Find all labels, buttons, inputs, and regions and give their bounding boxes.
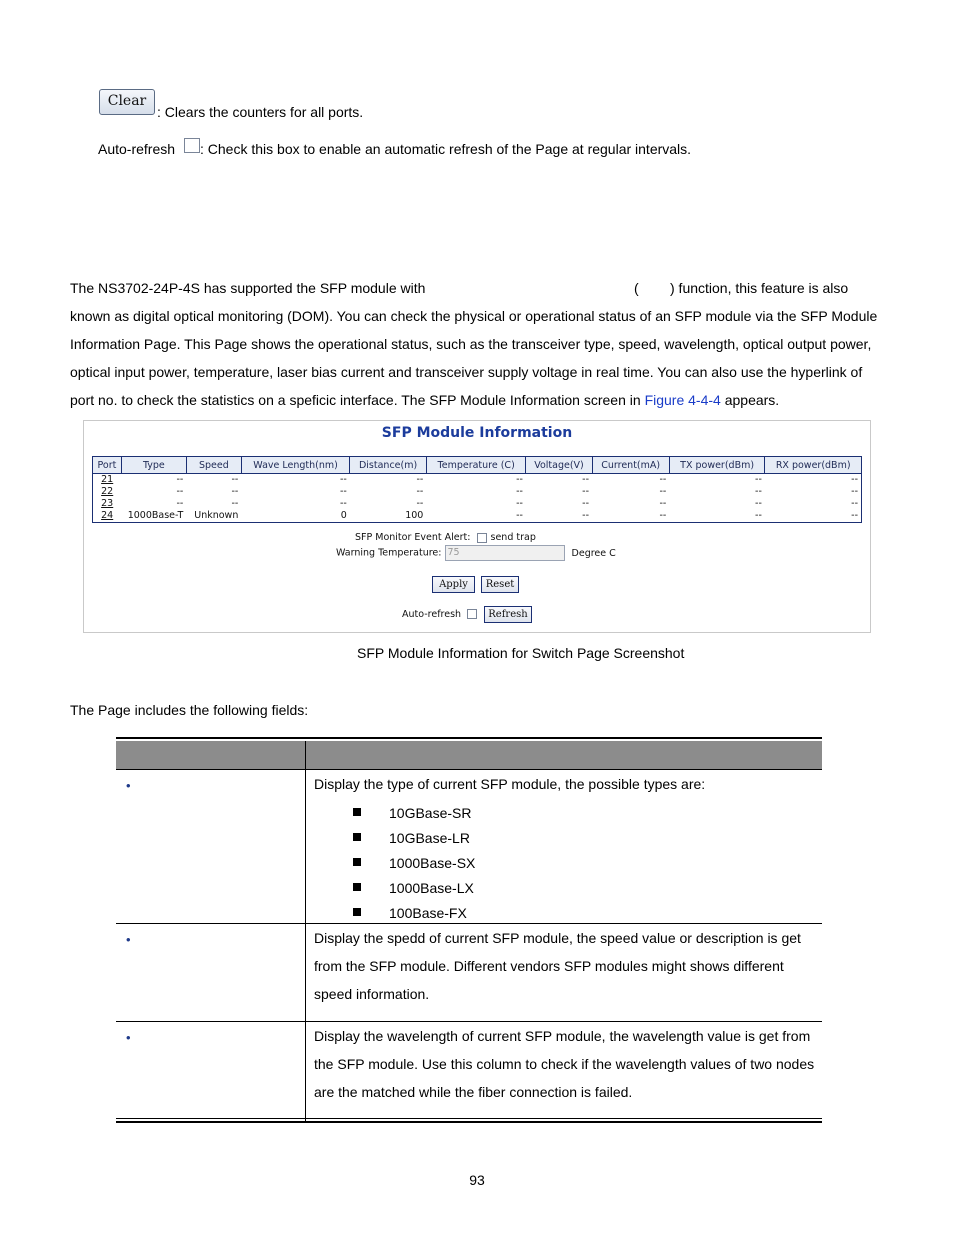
cell-temp: --	[516, 510, 523, 521]
bullet-icon: •	[126, 1030, 131, 1045]
warning-temp-label: Warning Temperature:	[336, 547, 442, 559]
cell-dist: --	[416, 486, 424, 497]
clear-description: : Clears the counters for all ports.	[157, 104, 364, 120]
cell-type: --	[176, 486, 184, 497]
bullet-icon: •	[126, 932, 131, 947]
cell-speed: --	[231, 498, 239, 509]
port-link[interactable]: 21	[101, 474, 114, 485]
column-divider	[305, 741, 306, 1121]
cell-volt: --	[582, 474, 589, 485]
square-bullet-icon	[353, 883, 361, 891]
wave-description-1: Display the wavelength of current SFP module, the wavelength value is get from	[314, 1028, 811, 1044]
speed-description-1: Display the spedd of current SFP module, the speed value or description is get	[314, 930, 801, 946]
intro-line-3: Information Page. This Page shows the operational status, such as the transceiver type, speed, wavelength, optical output power,	[70, 336, 872, 352]
table-row	[93, 498, 862, 510]
type-option: 100Base-FX	[389, 905, 467, 921]
sfp-screenshot-panel	[83, 420, 871, 633]
clear-button[interactable]: Clear	[99, 89, 155, 115]
fields-intro: The Page includes the following fields:	[70, 702, 309, 718]
speed-description-3: speed information.	[314, 986, 430, 1002]
cell-rx: --	[851, 474, 858, 485]
type-option: 10GBase-SR	[389, 805, 472, 821]
col-wavelength: Wave Length(nm)	[241, 457, 349, 474]
panel-autorefresh-checkbox[interactable]	[467, 609, 477, 619]
col-tx-power: TX power(dBm)	[669, 457, 765, 474]
col-speed: Speed	[186, 457, 241, 474]
cell-wave: --	[339, 498, 347, 509]
event-alert-label: SFP Monitor Event Alert:	[355, 532, 471, 543]
cell-temp: --	[516, 474, 523, 485]
speed-description-2: from the SFP module. Different vendors SFP modules might shows different	[314, 958, 784, 974]
intro-line-1c: ) function, this feature is also	[670, 280, 849, 296]
bullet-icon: •	[126, 778, 131, 793]
port-link[interactable]: 22	[101, 486, 114, 497]
cell-curr: --	[659, 474, 667, 485]
figure-link[interactable]: Figure 4-4-4	[644, 392, 721, 408]
col-current: Current(mA)	[592, 457, 669, 474]
cell-rx: --	[851, 498, 858, 509]
cell-wave: 0	[340, 510, 347, 521]
type-option: 1000Base-LX	[389, 880, 474, 896]
cell-dist: --	[416, 474, 424, 485]
cell-wave: --	[339, 486, 347, 497]
cell-volt: --	[582, 498, 589, 509]
fields-table	[116, 737, 822, 1122]
autorefresh-label: Auto-refresh	[98, 141, 176, 157]
type-description: Display the type of current SFP module, the possible types are:	[314, 776, 706, 792]
square-bullet-icon	[353, 858, 361, 866]
table-bottom-rule	[116, 1118, 822, 1119]
wave-description-3: are the matched while the fiber connection is failed.	[314, 1084, 633, 1100]
col-temperature: Temperature (C)	[426, 457, 526, 474]
type-option: 10GBase-LR	[389, 830, 470, 846]
cell-dist: --	[416, 498, 424, 509]
cell-curr: --	[659, 510, 667, 521]
cell-temp: --	[516, 498, 523, 509]
cell-volt: --	[582, 510, 589, 521]
cell-tx: --	[755, 498, 762, 509]
table-header-band	[116, 741, 822, 769]
cell-dist: 100	[405, 510, 424, 521]
col-type: Type	[121, 457, 186, 474]
cell-rx: --	[851, 486, 858, 497]
intro-line-5	[70, 392, 779, 408]
square-bullet-icon	[353, 908, 361, 916]
degree-label: Degree C	[571, 547, 616, 559]
page-number: 93	[469, 1172, 485, 1188]
cell-type: 1000Base-T	[127, 510, 184, 521]
cell-tx: --	[755, 486, 762, 497]
send-trap-label: send trap	[490, 532, 536, 543]
table-top-rule	[116, 737, 822, 739]
cell-speed: --	[231, 474, 239, 485]
cell-rx: --	[851, 510, 858, 521]
wave-description-2: the SFP module. Use this column to check if the wavelength values of two nodes	[314, 1056, 815, 1072]
autorefresh-description: : Check this box to enable an automatic refresh of the Page at regular intervals.	[200, 141, 692, 157]
square-bullet-icon	[353, 833, 361, 841]
event-alert-row	[355, 532, 536, 543]
table-row	[93, 474, 862, 487]
panel-autorefresh-label: Auto-refresh	[402, 609, 462, 620]
table-row	[93, 486, 862, 498]
cell-curr: --	[659, 486, 667, 497]
reset-button[interactable]: Reset	[481, 576, 519, 593]
cell-wave: --	[339, 474, 347, 485]
cell-speed: Unknown	[194, 510, 239, 521]
square-bullet-icon	[353, 808, 361, 816]
table-bottom-rule	[116, 1121, 822, 1123]
figure-caption: SFP Module Information for Switch Page Screenshot	[357, 645, 685, 661]
intro-line-5b: appears.	[724, 392, 780, 408]
intro-line-4: optical input power, temperature, laser bias current and transceiver supply voltage in real time. You can also use the hyperlink of	[70, 364, 863, 380]
col-voltage: Voltage(V)	[526, 457, 592, 474]
col-port: Port	[93, 457, 122, 474]
autorefresh-checkbox[interactable]	[184, 138, 200, 153]
cell-temp: --	[516, 486, 523, 497]
cell-tx: --	[755, 474, 762, 485]
port-link[interactable]: 24	[101, 510, 114, 521]
cell-type: --	[176, 498, 184, 509]
intro-line-5a: port no. to check the statistics on a speficic interface. The SFP Module Information screen in	[70, 392, 641, 408]
cell-volt: --	[582, 486, 589, 497]
sfp-info-table	[92, 456, 862, 523]
cell-curr: --	[659, 498, 667, 509]
cell-tx: --	[755, 510, 762, 521]
type-option: 1000Base-SX	[389, 855, 476, 871]
warning-temp-input[interactable]: 75	[445, 545, 565, 561]
sfp-panel-title: SFP Module Information	[381, 425, 573, 441]
refresh-button[interactable]: Refresh	[484, 606, 532, 623]
sfp-table-header	[93, 457, 862, 474]
intro-line-1a: The NS3702-24P-4S has supported the SFP module with	[70, 280, 426, 296]
table-row	[93, 510, 862, 523]
warning-temp-row	[336, 545, 616, 561]
intro-line-1b: (	[634, 280, 639, 296]
port-link[interactable]: 23	[101, 498, 114, 509]
col-rx-power: RX power(dBm)	[765, 457, 862, 474]
col-distance: Distance(m)	[350, 457, 427, 474]
cell-type: --	[176, 474, 184, 485]
cell-speed: --	[231, 486, 239, 497]
intro-line-2: known as digital optical monitoring (DOM). You can check the physical or operational status of an SFP module via the SFP Module	[70, 308, 878, 324]
apply-button[interactable]: Apply	[432, 576, 475, 593]
send-trap-checkbox[interactable]	[477, 533, 487, 543]
